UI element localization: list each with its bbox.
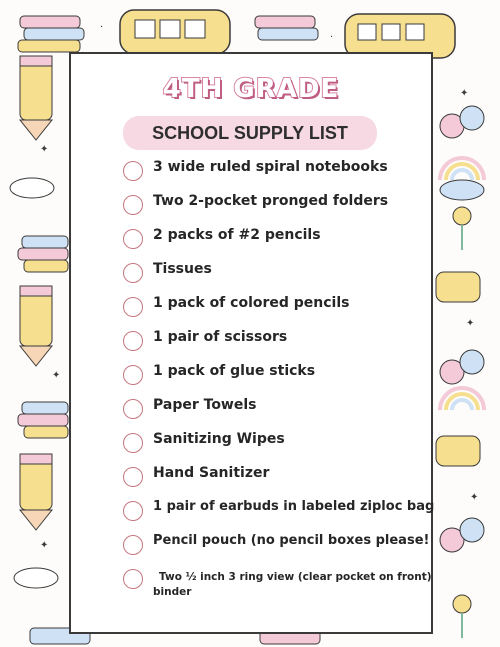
item-label: Tissues xyxy=(153,261,212,277)
item-label: Pencil pouch (no pencil boxes please! xyxy=(153,533,430,548)
item-label: 1 pair of earbuds in labeled ziploc bag xyxy=(153,499,435,514)
books-icon xyxy=(255,16,318,40)
supply-list-card xyxy=(69,52,433,634)
item-label: Two 2-pocket pronged folders xyxy=(153,193,389,209)
rainbow-icon xyxy=(440,388,484,410)
checkbox-circle-icon[interactable] xyxy=(123,229,143,249)
rainbow-icon xyxy=(440,158,484,180)
item-label: Two ½ inch 3 ring view (clear pocket on front) xyxy=(159,571,432,583)
school-bus-icon xyxy=(120,10,230,54)
svg-text:✦: ✦ xyxy=(52,370,61,381)
books-icon xyxy=(18,16,84,52)
checkbox-circle-icon[interactable] xyxy=(123,297,143,317)
item-label: Hand Sanitizer xyxy=(153,465,270,481)
list-item[interactable] xyxy=(71,290,431,324)
list-item[interactable] xyxy=(71,222,431,256)
item-label: 1 pack of colored pencils xyxy=(153,295,350,311)
svg-text:✦: ✦ xyxy=(470,492,479,503)
pencil-icon xyxy=(20,286,52,366)
list-item[interactable] xyxy=(71,528,431,562)
cloud-icon xyxy=(14,568,58,588)
list-item[interactable] xyxy=(71,256,431,290)
item-label-continued: binder xyxy=(153,586,192,598)
list-item[interactable] xyxy=(71,426,431,460)
item-label: Sanitizing Wipes xyxy=(153,431,285,447)
svg-text:·: · xyxy=(100,22,104,33)
list-item[interactable] xyxy=(71,154,431,188)
checkbox-circle-icon[interactable] xyxy=(123,331,143,351)
list-item[interactable] xyxy=(71,324,431,358)
school-bus-icon xyxy=(436,436,480,466)
cloud-icon xyxy=(10,178,54,198)
checkbox-circle-icon[interactable] xyxy=(123,365,143,385)
checkbox-circle-icon[interactable] xyxy=(123,263,143,283)
svg-text:✦: ✦ xyxy=(460,88,469,99)
list-item[interactable] xyxy=(71,562,431,612)
list-item[interactable] xyxy=(71,358,431,392)
list-title-banner xyxy=(123,116,377,150)
pencil-icon xyxy=(20,454,52,530)
item-label: 1 pair of scissors xyxy=(153,329,288,345)
books-icon xyxy=(18,236,68,272)
svg-text:✦: ✦ xyxy=(466,318,475,329)
checkbox-circle-icon[interactable] xyxy=(123,501,143,521)
checkbox-circle-icon[interactable] xyxy=(123,161,143,181)
cloud-icon xyxy=(440,180,484,200)
svg-text:✦: ✦ xyxy=(40,144,49,155)
grade-title: 4TH GRADE xyxy=(162,74,340,104)
list-title: SCHOOL SUPPLY LIST xyxy=(152,122,348,143)
svg-text:·: · xyxy=(330,32,334,43)
svg-text:✦: ✦ xyxy=(40,540,49,551)
checkbox-circle-icon[interactable] xyxy=(123,195,143,215)
list-item[interactable] xyxy=(71,392,431,426)
school-bus-icon xyxy=(436,272,480,302)
list-item[interactable] xyxy=(71,494,435,528)
checkbox-circle-icon[interactable] xyxy=(123,399,143,419)
item-label: 2 packs of #2 pencils xyxy=(153,227,321,243)
list-item[interactable] xyxy=(71,460,431,494)
checkbox-circle-icon[interactable] xyxy=(123,467,143,487)
item-label: 3 wide ruled spiral notebooks xyxy=(153,159,388,175)
item-label: Paper Towels xyxy=(153,397,257,413)
list-item[interactable] xyxy=(71,188,431,222)
books-icon xyxy=(18,402,68,438)
item-label: 1 pack of glue sticks xyxy=(153,363,316,379)
checkbox-circle-icon[interactable] xyxy=(123,535,143,555)
pencil-icon xyxy=(20,56,52,140)
checkbox-circle-icon[interactable] xyxy=(123,569,143,589)
checkbox-circle-icon[interactable] xyxy=(123,433,143,453)
